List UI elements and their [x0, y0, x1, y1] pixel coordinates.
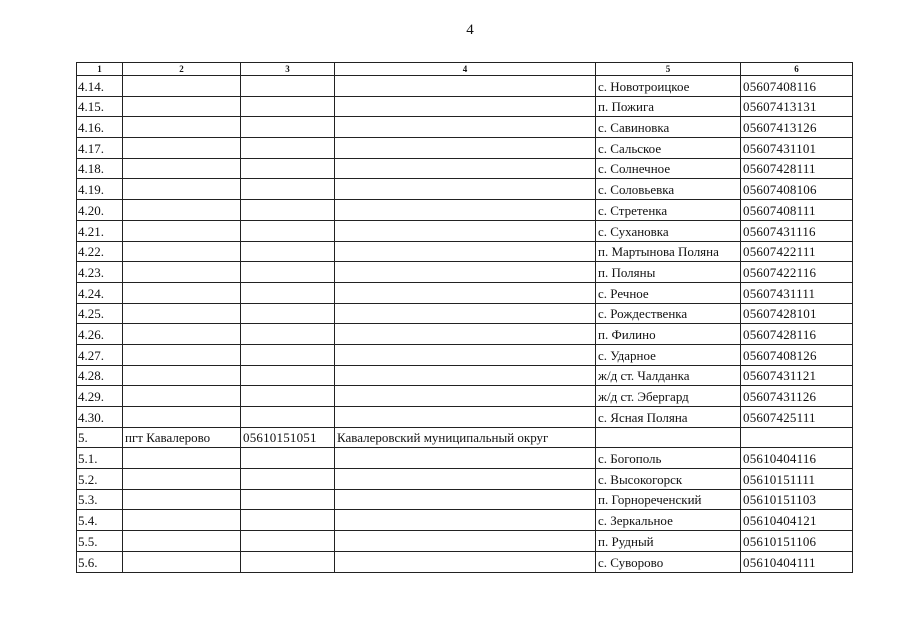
settlement-code-cell: 05610404116	[741, 448, 853, 469]
district-name-cell	[335, 303, 596, 324]
settlement-name-cell	[596, 427, 741, 448]
settlement-code-cell: 05610151106	[741, 531, 853, 552]
center-code-cell	[241, 282, 335, 303]
center-name-cell	[123, 96, 241, 117]
table-row	[77, 489, 853, 510]
settlement-name-cell: с. Ударное	[596, 344, 741, 365]
row-number-cell: 4.18.	[77, 158, 123, 179]
center-code-cell	[241, 303, 335, 324]
center-code-cell	[241, 510, 335, 531]
center-name-cell	[123, 489, 241, 510]
table-row	[77, 179, 853, 200]
center-name-cell	[123, 386, 241, 407]
center-name-cell	[123, 324, 241, 345]
district-name-cell	[335, 220, 596, 241]
row-number-cell: 4.14.	[77, 76, 123, 97]
page-number: 4	[466, 22, 474, 38]
settlement-code-cell: 05610404111	[741, 551, 853, 572]
table-row	[77, 282, 853, 303]
row-number-cell: 5.6.	[77, 551, 123, 572]
district-name-cell	[335, 551, 596, 572]
row-number-cell: 4.25.	[77, 303, 123, 324]
settlement-name-cell: п. Пожига	[596, 96, 741, 117]
district-name-cell	[335, 262, 596, 283]
table-row	[77, 200, 853, 221]
settlement-code-cell: 05610151111	[741, 469, 853, 490]
center-code-cell: 05610151051	[241, 427, 335, 448]
settlement-code-cell: 05610151103	[741, 489, 853, 510]
center-name-cell	[123, 282, 241, 303]
table-row	[77, 448, 853, 469]
table-row	[77, 551, 853, 572]
center-name-cell	[123, 448, 241, 469]
table-row	[77, 262, 853, 283]
district-name-cell	[335, 386, 596, 407]
settlement-name-cell: с. Новотроицкое	[596, 76, 741, 97]
center-code-cell	[241, 489, 335, 510]
table-row	[77, 531, 853, 552]
table-body	[77, 76, 853, 573]
settlement-name-cell: с. Солнечное	[596, 158, 741, 179]
settlement-code-cell	[741, 427, 853, 448]
table-row	[77, 386, 853, 407]
district-name-cell	[335, 510, 596, 531]
table-row	[77, 138, 853, 159]
row-number-cell: 4.17.	[77, 138, 123, 159]
column-header-6: 6	[741, 63, 853, 76]
center-name-cell	[123, 365, 241, 386]
settlement-name-cell: с. Богополь	[596, 448, 741, 469]
district-name-cell	[335, 138, 596, 159]
center-code-cell	[241, 551, 335, 572]
settlement-code-cell: 05607413126	[741, 117, 853, 138]
center-code-cell	[241, 324, 335, 345]
row-number-cell: 4.27.	[77, 344, 123, 365]
row-number-cell: 5.	[77, 427, 123, 448]
settlement-name-cell: п. Горнореченский	[596, 489, 741, 510]
center-name-cell	[123, 344, 241, 365]
table-row	[77, 241, 853, 262]
settlement-name-cell: с. Рождественка	[596, 303, 741, 324]
settlement-name-cell: с. Сухановка	[596, 220, 741, 241]
settlement-name-cell: п. Рудный	[596, 531, 741, 552]
settlement-name-cell: ж/д ст. Чалданка	[596, 365, 741, 386]
center-code-cell	[241, 262, 335, 283]
center-name-cell: пгт Кавалерово	[123, 427, 241, 448]
district-name-cell	[335, 469, 596, 490]
table-row	[77, 407, 853, 428]
settlement-code-cell: 05607408106	[741, 179, 853, 200]
center-name-cell	[123, 200, 241, 221]
settlement-name-cell: п. Поляны	[596, 262, 741, 283]
district-name-cell	[335, 117, 596, 138]
district-name-cell	[335, 344, 596, 365]
row-number-cell: 4.29.	[77, 386, 123, 407]
row-number-cell: 5.5.	[77, 531, 123, 552]
center-name-cell	[123, 531, 241, 552]
settlement-code-cell: 05607428116	[741, 324, 853, 345]
settlement-code-cell: 05607408126	[741, 344, 853, 365]
settlement-name-cell: с. Савиновка	[596, 117, 741, 138]
settlements-table	[76, 62, 853, 573]
center-code-cell	[241, 365, 335, 386]
center-name-cell	[123, 510, 241, 531]
settlement-name-cell: ж/д ст. Эбергард	[596, 386, 741, 407]
settlement-code-cell: 05607431121	[741, 365, 853, 386]
settlement-code-cell: 05607422111	[741, 241, 853, 262]
center-name-cell	[123, 220, 241, 241]
center-code-cell	[241, 96, 335, 117]
center-code-cell	[241, 448, 335, 469]
center-name-cell	[123, 241, 241, 262]
row-number-cell: 4.24.	[77, 282, 123, 303]
district-name-cell: Кавалеровский муниципальный округ	[335, 427, 596, 448]
column-header-2: 2	[123, 63, 241, 76]
column-header-3: 3	[241, 63, 335, 76]
settlement-name-cell: с. Зеркальное	[596, 510, 741, 531]
settlement-name-cell: с. Соловьевка	[596, 179, 741, 200]
settlement-code-cell: 05610404121	[741, 510, 853, 531]
table-row	[77, 427, 853, 448]
district-name-cell	[335, 282, 596, 303]
settlement-code-cell: 05607431111	[741, 282, 853, 303]
settlement-code-cell: 05607428101	[741, 303, 853, 324]
district-name-cell	[335, 179, 596, 200]
center-name-cell	[123, 179, 241, 200]
center-code-cell	[241, 344, 335, 365]
settlement-name-cell: с. Суворово	[596, 551, 741, 572]
settlement-code-cell: 05607425111	[741, 407, 853, 428]
center-code-cell	[241, 220, 335, 241]
center-name-cell	[123, 469, 241, 490]
table-row	[77, 324, 853, 345]
district-name-cell	[335, 531, 596, 552]
center-name-cell	[123, 303, 241, 324]
center-code-cell	[241, 76, 335, 97]
settlement-name-cell: с. Стретенка	[596, 200, 741, 221]
district-name-cell	[335, 365, 596, 386]
settlement-code-cell: 05607431116	[741, 220, 853, 241]
center-code-cell	[241, 179, 335, 200]
header-row	[77, 63, 853, 76]
column-header-1: 1	[77, 63, 123, 76]
row-number-cell: 4.15.	[77, 96, 123, 117]
column-header-5: 5	[596, 63, 741, 76]
district-name-cell	[335, 76, 596, 97]
table-row	[77, 158, 853, 179]
district-name-cell	[335, 241, 596, 262]
center-code-cell	[241, 138, 335, 159]
table-row	[77, 365, 853, 386]
district-name-cell	[335, 448, 596, 469]
row-number-cell: 5.3.	[77, 489, 123, 510]
district-name-cell	[335, 158, 596, 179]
row-number-cell: 4.30.	[77, 407, 123, 428]
row-number-cell: 4.23.	[77, 262, 123, 283]
settlement-code-cell: 05607431126	[741, 386, 853, 407]
column-header-4: 4	[335, 63, 596, 76]
row-number-cell: 4.20.	[77, 200, 123, 221]
settlement-name-cell: с. Сальское	[596, 138, 741, 159]
center-name-cell	[123, 407, 241, 428]
settlement-name-cell: с. Высокогорск	[596, 469, 741, 490]
center-code-cell	[241, 117, 335, 138]
center-code-cell	[241, 386, 335, 407]
table-header	[77, 63, 853, 76]
center-name-cell	[123, 76, 241, 97]
settlement-name-cell: с. Речное	[596, 282, 741, 303]
settlement-code-cell: 05607428111	[741, 158, 853, 179]
center-name-cell	[123, 551, 241, 572]
table-row	[77, 303, 853, 324]
table-row	[77, 344, 853, 365]
district-name-cell	[335, 324, 596, 345]
district-name-cell	[335, 407, 596, 428]
center-name-cell	[123, 262, 241, 283]
center-code-cell	[241, 531, 335, 552]
row-number-cell: 4.22.	[77, 241, 123, 262]
table-row	[77, 469, 853, 490]
settlement-code-cell: 05607413131	[741, 96, 853, 117]
table-row	[77, 220, 853, 241]
table-row	[77, 96, 853, 117]
center-name-cell	[123, 117, 241, 138]
center-code-cell	[241, 241, 335, 262]
table-row	[77, 117, 853, 138]
district-name-cell	[335, 200, 596, 221]
district-name-cell	[335, 96, 596, 117]
center-code-cell	[241, 158, 335, 179]
center-code-cell	[241, 469, 335, 490]
row-number-cell: 4.19.	[77, 179, 123, 200]
settlement-code-cell: 05607408111	[741, 200, 853, 221]
settlement-name-cell: п. Мартынова Поляна	[596, 241, 741, 262]
row-number-cell: 4.16.	[77, 117, 123, 138]
settlement-name-cell: п. Филино	[596, 324, 741, 345]
center-name-cell	[123, 138, 241, 159]
settlement-code-cell: 05607431101	[741, 138, 853, 159]
settlement-code-cell: 05607408116	[741, 76, 853, 97]
district-name-cell	[335, 489, 596, 510]
table-row	[77, 76, 853, 97]
row-number-cell: 5.4.	[77, 510, 123, 531]
center-code-cell	[241, 407, 335, 428]
row-number-cell: 5.2.	[77, 469, 123, 490]
table-row	[77, 510, 853, 531]
center-code-cell	[241, 200, 335, 221]
settlement-code-cell: 05607422116	[741, 262, 853, 283]
row-number-cell: 4.28.	[77, 365, 123, 386]
settlement-name-cell: с. Ясная Поляна	[596, 407, 741, 428]
row-number-cell: 4.26.	[77, 324, 123, 345]
center-name-cell	[123, 158, 241, 179]
row-number-cell: 5.1.	[77, 448, 123, 469]
row-number-cell: 4.21.	[77, 220, 123, 241]
